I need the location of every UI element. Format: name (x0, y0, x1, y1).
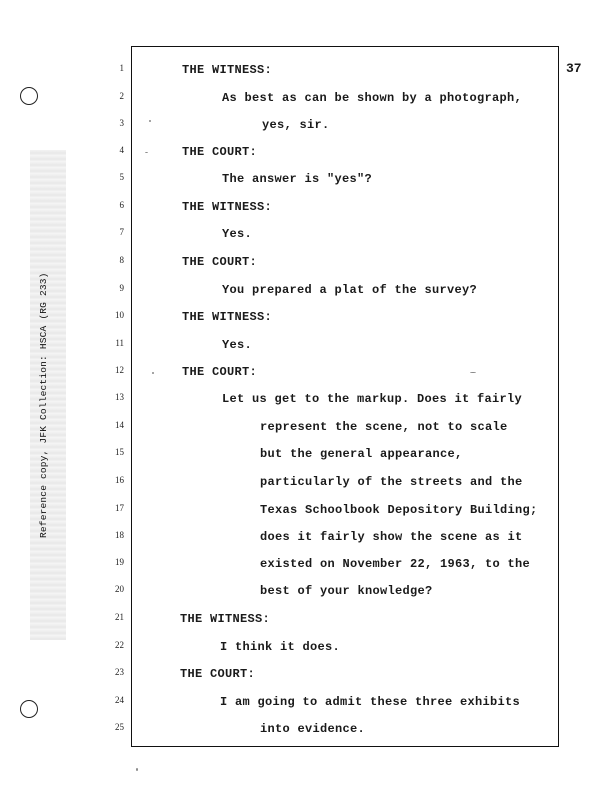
scan-speck (470, 372, 476, 373)
line-number: 23 (115, 667, 124, 677)
line-number: 4 (119, 145, 124, 155)
line-number: 10 (115, 310, 124, 320)
line-number: 15 (115, 447, 124, 457)
testimony-line: Let us get to the markup. Does it fairly (222, 392, 523, 406)
line-number: 21 (115, 612, 124, 622)
line-number: 19 (115, 557, 124, 567)
line-number: 5 (119, 172, 124, 182)
line-number: 8 (119, 255, 124, 265)
line-number: 20 (115, 584, 124, 594)
speaker-label: THE COURT: (180, 667, 256, 681)
line-number: 12 (115, 365, 124, 375)
speaker-label: THE COURT: (182, 145, 258, 159)
line-number: 17 (115, 503, 124, 513)
testimony-line: best of your knowledge? (260, 584, 433, 598)
speaker-label: THE WITNESS: (182, 63, 273, 77)
testimony-line: Yes. (222, 338, 253, 352)
line-number: 24 (115, 695, 124, 705)
speaker-label: THE WITNESS: (182, 310, 273, 324)
scan-speck (149, 120, 151, 122)
testimony-line: I think it does. (220, 640, 341, 654)
scan-speck (152, 372, 154, 374)
line-number: 3 (119, 118, 124, 128)
punch-hole-top (20, 87, 38, 105)
line-number: 13 (115, 392, 124, 402)
line-number: 16 (115, 475, 124, 485)
scan-speck (136, 768, 138, 771)
speaker-label: THE COURT: (182, 255, 258, 269)
speaker-label: THE COURT: (182, 365, 258, 379)
line-number: 7 (119, 227, 124, 237)
line-number: 22 (115, 640, 124, 650)
testimony-line: but the general appearance, (260, 447, 463, 461)
line-number: 11 (115, 338, 124, 348)
testimony-line: yes, sir. (262, 118, 330, 132)
testimony-line: As best as can be shown by a photograph, (222, 91, 523, 105)
testimony-line: particularly of the streets and the (260, 475, 523, 489)
testimony-line: Yes. (222, 227, 253, 241)
line-number: 9 (119, 283, 124, 293)
page-number: 37 (566, 61, 582, 76)
testimony-line: does it fairly show the scene as it (260, 530, 523, 544)
speaker-label: THE WITNESS: (182, 200, 273, 214)
line-number: 6 (119, 200, 124, 210)
line-number: 1 (119, 63, 124, 73)
testimony-line: I am going to admit these three exhibits (220, 695, 521, 709)
testimony-line: into evidence. (260, 722, 366, 736)
testimony-line: represent the scene, not to scale (260, 420, 508, 434)
line-number: 2 (119, 91, 124, 101)
testimony-line: existed on November 22, 1963, to the (260, 557, 531, 571)
testimony-line: You prepared a plat of the survey? (222, 283, 478, 297)
line-number: 14 (115, 420, 124, 430)
speaker-label: THE WITNESS: (180, 612, 271, 626)
scan-speck (145, 152, 148, 153)
line-number: 25 (115, 722, 124, 732)
archive-reference-stamp: Reference copy, JFK Collection: HSCA (RG 233) (38, 272, 49, 538)
punch-hole-bottom (20, 700, 38, 718)
line-number: 18 (115, 530, 124, 540)
testimony-line: Texas Schoolbook Depository Building; (260, 503, 538, 517)
testimony-line: The answer is "yes"? (222, 172, 373, 186)
